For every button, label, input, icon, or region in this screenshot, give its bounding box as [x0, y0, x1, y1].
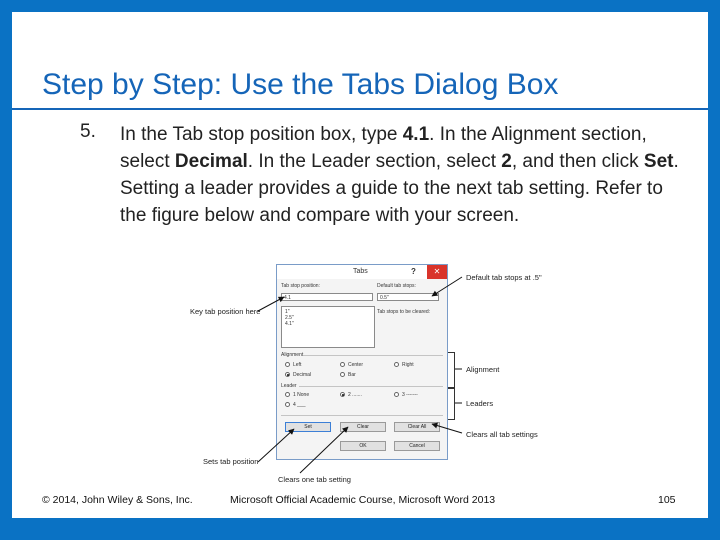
tab-stop-position-label: Tab stop position:	[281, 283, 320, 289]
step-text-bold: 2	[501, 151, 512, 172]
callout-sets-tab: Sets tab position	[203, 457, 259, 466]
alignment-center-label: Center	[348, 362, 364, 368]
clear-all-arrow	[432, 424, 462, 433]
default-tab-stops-label: Default tab stops:	[377, 283, 416, 289]
step-number: 5.	[80, 121, 96, 142]
alignment-decimal-label: Decimal	[293, 372, 312, 378]
cancel-button[interactable]: Cancel	[394, 441, 440, 451]
step-text-run: . Setting a leader provides a guide to the next tab setting. Refer to the figure below and compare with your screen.	[120, 151, 679, 226]
step-text-bold: Decimal	[174, 151, 248, 172]
leader-1-label: 1 None	[293, 392, 310, 398]
default-tab-stops-input[interactable]: 0.5"	[377, 293, 439, 301]
footer-page-number: 105	[658, 494, 676, 506]
ok-button[interactable]: OK	[340, 441, 386, 451]
tab-stop-position-input[interactable]: 4.1	[281, 293, 373, 301]
leader-4-label: 4 ___	[293, 402, 306, 408]
callout-leaders: Leaders	[466, 399, 494, 408]
list-item[interactable]: 1"	[285, 309, 290, 315]
default-tab-arrow	[432, 277, 462, 296]
step-text-bold: Set	[643, 151, 674, 172]
step-text-run: In the Tab stop position box, type	[120, 124, 403, 145]
leader-3-label: 3 -------	[402, 392, 418, 398]
leader-label: Leader	[281, 383, 297, 389]
callout-alignment: Alignment	[466, 365, 500, 374]
callout-default-tab: Default tab stops at .5"	[466, 273, 542, 282]
step-text-run: . In the Alignment section, select	[120, 124, 647, 172]
help-icon[interactable]: ?	[411, 267, 416, 276]
clear-button[interactable]: Clear	[340, 422, 386, 432]
list-item[interactable]: 4.1"	[285, 321, 294, 327]
leader-2-label: 2 .......	[348, 392, 362, 398]
clear-all-button[interactable]: Clear All	[394, 422, 440, 432]
alignment-label: Alignment	[281, 352, 304, 358]
tab-stops-cleared-label: Tab stops to be cleared:	[377, 309, 431, 315]
set-button[interactable]: Set	[285, 422, 331, 432]
list-item[interactable]: 2.5"	[285, 315, 294, 321]
step-text-run: , and then click	[511, 151, 644, 172]
footer-course: Microsoft Official Academic Course, Microsoft Word 2013	[230, 494, 496, 506]
dialog-title: Tabs	[353, 268, 368, 275]
set-arrow	[258, 429, 294, 462]
step-text-bold: 4.1	[402, 124, 430, 145]
footer-copyright: © 2014, John Wiley & Sons, Inc.	[42, 494, 193, 506]
alignment-right-label: Right	[402, 362, 414, 368]
clear-arrow	[300, 427, 348, 473]
step-text-run: . In the Leader section, select	[247, 151, 502, 172]
key-tab-arrow	[258, 297, 284, 311]
callout-key-tab: Key tab position here	[190, 307, 261, 316]
alignment-bar-label: Bar	[348, 372, 356, 378]
callout-clears-all: Clears all tab settings	[466, 430, 538, 439]
callout-clears-one: Clears one tab setting	[278, 475, 351, 484]
alignment-left-label: Left	[293, 362, 302, 368]
close-icon[interactable]: ✕	[427, 265, 447, 279]
slide-title: Step by Step: Use the Tabs Dialog Box	[42, 68, 559, 101]
